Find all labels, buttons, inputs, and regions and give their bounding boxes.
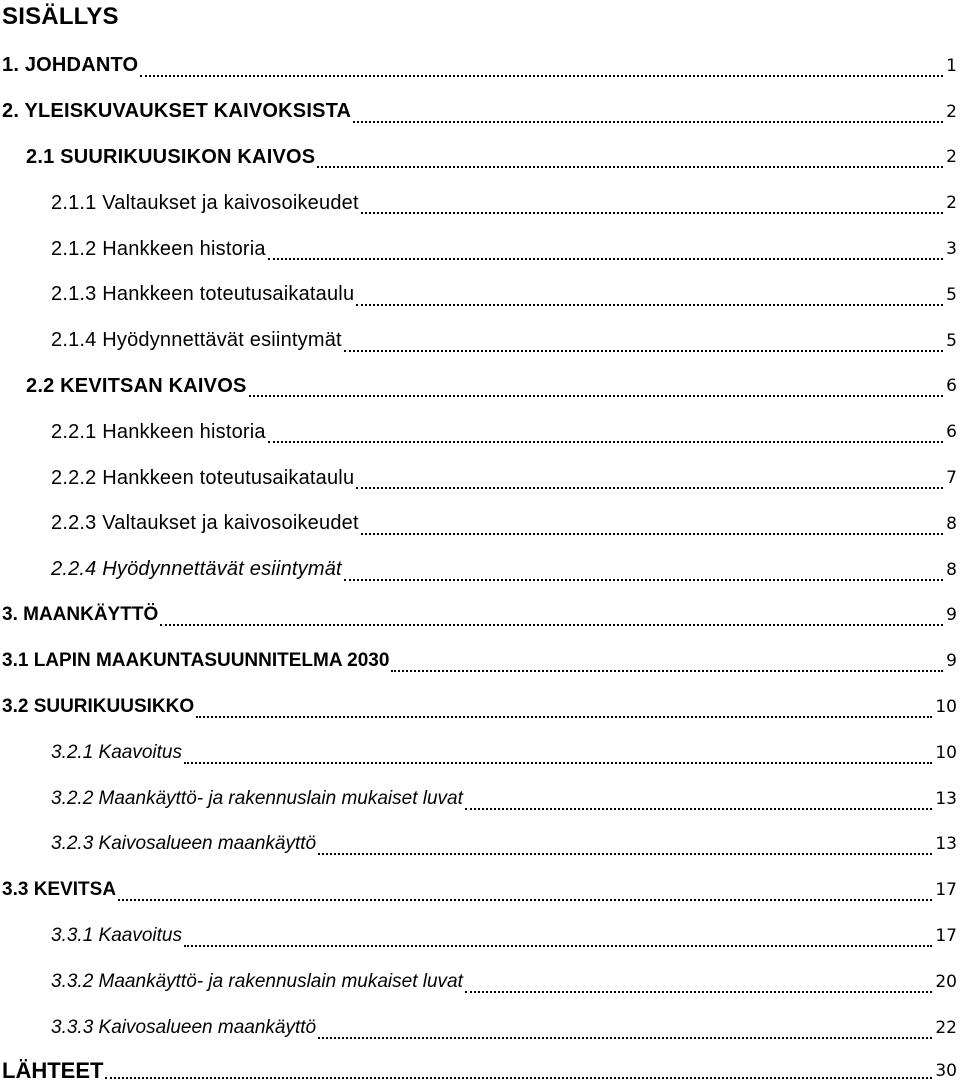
dot-leader [118, 899, 932, 901]
toc-entry[interactable] [0, 43, 960, 89]
dot-leader [356, 304, 943, 306]
toc-entry-page: 5 [946, 330, 957, 351]
toc-entry-page: 20 [935, 971, 957, 992]
toc-entry-title: 2.1.4 Hyödynnettävät esiintymät [51, 329, 342, 352]
toc-entry[interactable] [0, 822, 960, 868]
toc-entry-title: 3.2.1 Kaavoitus [51, 741, 182, 763]
dot-leader [160, 624, 943, 626]
dot-leader [184, 762, 932, 764]
toc-entry-title: 2.1.1 Valtaukset ja kaivosoikeudet [51, 191, 359, 214]
toc-entry-page: 22 [935, 1017, 957, 1038]
toc-entry-page: 8 [946, 559, 957, 580]
toc-entry-title: 2.2.1 Hankkeen historia [51, 420, 266, 443]
toc-entry[interactable] [0, 409, 960, 455]
dot-leader [317, 166, 943, 168]
toc-entry-title: 3. MAANKÄYTTÖ [2, 604, 159, 626]
toc-entry-title: LÄHTEET [2, 1057, 104, 1083]
toc-entry-title: 3.2 SUURIKUUSIKKO [2, 696, 195, 718]
toc-entry-title: 2.2.3 Valtaukset ja kaivosoikeudet [51, 512, 359, 535]
toc-entry-title: 3.2.2 Maankäyttö- ja rakennuslain mukaiset luvat [51, 787, 463, 809]
toc-entry-page: 30 [935, 1060, 957, 1081]
toc-entry-title: 1. JOHDANTO [2, 54, 139, 77]
toc-entry-page: 8 [946, 513, 957, 534]
toc-entry[interactable] [0, 959, 960, 1005]
toc-entry-title: 2.1 SUURIKUUSIKON KAIVOS [26, 145, 316, 168]
toc-entry-page: 10 [935, 697, 957, 718]
toc-entry-page: 9 [946, 605, 957, 626]
toc-entry[interactable] [0, 1005, 960, 1051]
dot-leader [353, 121, 943, 123]
toc-entry-title: 3.2.3 Kaivosalueen maankäyttö [51, 833, 317, 855]
toc-entry-page: 17 [935, 880, 957, 901]
toc-entry-page: 17 [935, 926, 957, 947]
toc-entry[interactable] [0, 272, 960, 318]
toc-entry-page: 9 [946, 651, 957, 672]
toc-entry-title: 2. YLEISKUVAUKSET KAIVOKSISTA [2, 100, 352, 123]
toc-entry-title: 2.1.2 Hankkeen historia [51, 237, 266, 260]
dot-leader [184, 945, 932, 947]
toc-entry-title: 2.1.3 Hankkeen toteutusaikataulu [51, 283, 355, 306]
toc-entry-page: 13 [935, 834, 957, 855]
dot-leader [268, 258, 943, 260]
toc-entry-title: 3.1 LAPIN MAAKUNTASUUNNITELMA 2030 [2, 650, 390, 672]
table-of-contents [0, 43, 960, 1091]
dot-leader [361, 533, 943, 535]
toc-entry[interactable] [0, 180, 960, 226]
dot-leader [318, 1037, 932, 1039]
dot-leader [140, 75, 943, 77]
dot-leader [465, 991, 932, 993]
toc-entry[interactable] [0, 455, 960, 501]
dot-leader [268, 441, 943, 443]
toc-entry-page: 5 [946, 284, 957, 305]
dot-leader [361, 212, 943, 214]
toc-entry-page: 1 [946, 55, 957, 76]
toc-entry[interactable] [0, 318, 960, 364]
toc-entry[interactable] [0, 593, 960, 639]
toc-entry[interactable] [0, 730, 960, 776]
toc-entry-page: 10 [935, 742, 957, 763]
dot-leader [344, 350, 943, 352]
toc-entry-page: 2 [946, 147, 957, 168]
toc-entry[interactable] [0, 547, 960, 593]
dot-leader [105, 1077, 932, 1079]
toc-entry[interactable] [0, 364, 960, 410]
dot-leader [391, 670, 943, 672]
toc-entry-page: 7 [946, 468, 957, 489]
dot-leader [465, 808, 932, 810]
toc-entry-title: 3.3.3 Kaivosalueen maankäyttö [51, 1016, 317, 1038]
dot-leader [356, 487, 943, 489]
dot-leader [344, 579, 943, 581]
toc-entry-title: 2.2.2 Hankkeen toteutusaikataulu [51, 466, 355, 489]
toc-entry[interactable] [0, 684, 960, 730]
toc-entry-page: 2 [946, 193, 957, 214]
toc-entry[interactable] [0, 89, 960, 135]
toc-entry-page: 6 [946, 376, 957, 397]
toc-entry-title: 3.3.1 Kaavoitus [51, 925, 182, 947]
toc-entry-page: 6 [946, 422, 957, 443]
dot-leader [318, 853, 932, 855]
toc-entry-page: 3 [946, 239, 957, 260]
toc-entry[interactable] [0, 501, 960, 547]
toc-entry[interactable] [0, 867, 960, 913]
toc-entry-title: 3.3 KEVITSA [2, 879, 117, 901]
toc-heading: SISÄLLYS [2, 3, 119, 30]
toc-entry-page: 2 [946, 101, 957, 122]
toc-entry-title: 3.3.2 Maankäyttö- ja rakennuslain mukaiset luvat [51, 970, 463, 992]
dot-leader [196, 716, 932, 718]
toc-entry[interactable] [0, 638, 960, 684]
toc-entry[interactable] [0, 226, 960, 272]
toc-entry-title: 2.2 KEVITSAN KAIVOS [26, 374, 247, 397]
toc-entry[interactable] [0, 776, 960, 822]
toc-entry-page: 13 [935, 788, 957, 809]
toc-entry[interactable] [0, 913, 960, 959]
toc-entry-title: 2.2.4 Hyödynnettävät esiintymät [51, 558, 342, 581]
dot-leader [249, 395, 944, 397]
toc-entry[interactable] [0, 135, 960, 181]
